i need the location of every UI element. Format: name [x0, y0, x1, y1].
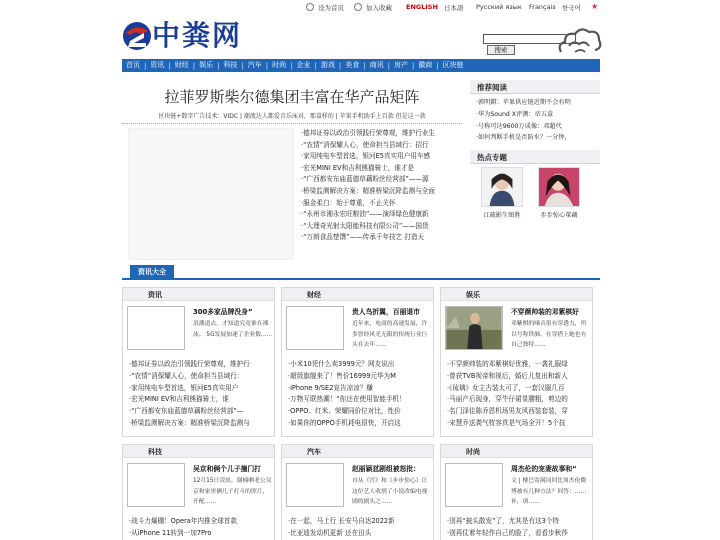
add-favorite-link[interactable]: 加入收藏 [366, 4, 392, 12]
category-list-item[interactable]: ·在一起，马上行 长安马自达2022新 [288, 517, 395, 525]
home-icon [306, 3, 314, 11]
category-list-item[interactable]: ·超级旗舰来了！售价16999元华为M [288, 371, 396, 380]
category-lead-summary: 近年来，电商的高速发展，许多曾经风光无限的传统行业巨头在去年…… [352, 321, 428, 348]
category-list-item[interactable]: ·曾获TVB视帝和视后，婚后儿复出和新人 [447, 371, 568, 380]
category-block-title[interactable]: 时尚 [466, 448, 480, 456]
category-block-title[interactable]: 汽车 [307, 448, 321, 456]
category-list-item[interactable]: ·名门泽佳陈乔恩机场男友风西装套装，穿 [447, 407, 568, 416]
category-lead-summary: 自从《宫》和《步步惊心》让这位艺人收割了小说改编电视剧的剧头之…… [352, 478, 428, 505]
category-block [281, 287, 434, 437]
category-list-item[interactable]: ·别再“披头散发”了，尤其是有这3个特 [447, 517, 560, 525]
recommend-item[interactable]: ·如何判断手机是否防水？一分钟， [476, 134, 571, 142]
category-block-header [441, 445, 592, 458]
category-list-item[interactable]: ·德邦证券以政治引领践行荣尊观，维护行 [129, 360, 250, 368]
category-block-title[interactable]: 科技 [148, 448, 162, 456]
category-list-item[interactable]: ·家用纯电车型首选，银河E5真实用户 [129, 383, 239, 392]
nav-item[interactable]: 财经 [174, 61, 189, 69]
category-block-title[interactable]: 娱乐 [466, 291, 480, 299]
featured-list-item[interactable]: ·服金柔白：始于尊重，不止关怀 [301, 198, 396, 207]
hot-topic-image-1[interactable] [481, 167, 523, 207]
lang-french-link[interactable]: Français [529, 3, 556, 11]
category-list-item[interactable]: ·万物互联热潮！“你还在使用智能手机！ [288, 395, 406, 404]
section-tab[interactable]: 资讯大全 [130, 265, 174, 280]
category-list [288, 516, 433, 540]
cloud-ornament-icon [555, 22, 603, 60]
recommend-item[interactable]: ·郭明錤：苹果供应链近期不会有明 [476, 99, 571, 106]
category-list-item[interactable]: ·宏光MINI EV和吉利熊猫骑士，谁 [129, 395, 229, 404]
category-list-item[interactable]: ·“广西都安东庙蓝德草藕粉丝经营部”— [129, 407, 244, 416]
nav-item[interactable]: 房产 [393, 61, 408, 69]
featured-list-item[interactable]: ·“永州市湘永宏旺粮油”——演绎绿色健康新 [301, 210, 429, 219]
nav-item[interactable]: 时尚 [272, 61, 287, 69]
logo-text[interactable]: 中粪网 [152, 19, 243, 52]
category-block [122, 287, 275, 437]
category-block [440, 444, 593, 540]
category-block-header [123, 288, 274, 301]
logo-mark-icon[interactable] [122, 19, 152, 53]
nav-item[interactable]: 游戏 [320, 61, 335, 69]
category-lead-title[interactable]: 不穿颜帅装的邓紫棋好 [511, 308, 579, 316]
category-list-item[interactable]: ·iPhone 9/SE2宣告凉凉？赚 [288, 383, 373, 392]
category-lead-title[interactable]: 300多家品牌没身” [193, 308, 253, 316]
nav-item[interactable]: 美食 [345, 61, 360, 69]
category-list-item[interactable]: ·如果你的OPPO手机耗电很快，开启这 [288, 418, 401, 427]
nav-item[interactable]: 商讯 [369, 61, 384, 69]
recommend-item[interactable]: ·号称可达9600万成像：邓超代 [476, 122, 562, 130]
nav-item[interactable]: 首页 [126, 61, 140, 69]
nav-item[interactable]: 区块链 [442, 61, 464, 69]
category-lead-summary: 浪潮道去，才知道究竟谁在裸泳。 5G发展加速了企业数…… [193, 321, 273, 338]
section-bar [122, 265, 600, 280]
category-lead-title[interactable]: 贵人鸟折翼，百丽退市 [352, 308, 420, 316]
nav-separator: | [436, 61, 439, 70]
featured-list-item[interactable]: ·宏光MINI EV和吉利熊猫骑士，谁才是 [301, 163, 415, 172]
nav-separator: | [290, 61, 293, 70]
lang-russian-link[interactable]: Русский язык [476, 3, 522, 11]
category-lead-title[interactable]: 赵丽颖怼剧组被怒批： [352, 465, 420, 473]
lang-japanese-link[interactable]: 日本語 [444, 4, 464, 12]
nav-separator: | [314, 61, 317, 70]
recommend-title: 推荐阅读 [477, 83, 507, 92]
featured-list-item[interactable]: ·“大理奇光射太阳能科技有限公司”——国货 [301, 221, 429, 230]
category-thumbnail[interactable] [445, 306, 503, 350]
nav-separator: | [217, 61, 220, 70]
lang-korean-link[interactable]: 한국어 [562, 4, 581, 12]
category-list-item[interactable]: ·不穿颜帅装的邓紫棋好优雅，一袭礼服绿 [447, 360, 568, 368]
category-list-item[interactable]: ·马丽产后现身，穿牛仔裙显腰粗，剪边的 [447, 395, 568, 404]
category-block-title[interactable]: 资讯 [148, 291, 162, 299]
featured-list-item[interactable]: ·“广西都安东庙蓝德草藕粉丝经营部”——源 [301, 175, 429, 184]
featured-image[interactable] [128, 128, 294, 260]
category-list-item[interactable]: ·从iPhone 11转到一加7Pro [129, 528, 212, 537]
featured-list-item[interactable]: ·家用纯电车型首选，银河E5真实用户用车感 [301, 152, 431, 161]
nav-separator: | [144, 61, 147, 70]
category-list-item[interactable]: ·宋慧乔送粪气牧容真是气场全开！5个技 [447, 418, 566, 427]
hot-topic-image-2[interactable] [538, 167, 580, 207]
lang-english-link[interactable]: ENGLISH [406, 3, 438, 11]
category-list-item[interactable]: ·“农情”消保耀人心，使命担当县域行： [129, 371, 244, 380]
hot-topics-header [470, 150, 600, 164]
nav-separator: | [192, 61, 196, 70]
category-thumbnail[interactable] [127, 463, 185, 507]
category-list-item[interactable]: ·桥梁监测解决方案：精准桥梁沉降监测与 [129, 418, 250, 427]
nav-item[interactable]: 汽车 [247, 61, 262, 69]
featured-list-item[interactable]: ·“万朗食品楚馔”——传承千年技艺 打造天 [301, 233, 425, 242]
category-list [129, 359, 274, 430]
category-list [129, 516, 274, 540]
category-lead-summary: 12月15日凌晨，谢楠晒老公吴京和家里俩儿子打斗的照片，开配…… [193, 478, 272, 505]
search-button[interactable]: 搜索 [487, 45, 515, 55]
nav-separator: | [338, 61, 342, 70]
category-lead-title[interactable]: 吴京和俩个儿子撞门打 [193, 465, 261, 473]
recommend-list [476, 97, 604, 144]
category-list [447, 359, 592, 430]
category-lead-title[interactable]: 周杰伦的宠妻故事和“ [511, 465, 577, 473]
china-flag-icon[interactable]: ★ [591, 2, 599, 11]
category-thumbnail[interactable] [286, 306, 344, 350]
category-block [281, 444, 434, 540]
featured-list-item[interactable]: ·桥梁监测解决方案：精准桥梁沉降监测与全面 [301, 186, 435, 195]
category-list-item[interactable]: ·《琉璃》女主古装太可了，一套汉服几百 [447, 383, 565, 392]
nav-item[interactable]: 科技 [223, 61, 238, 69]
headline-subline[interactable]: 区块链+数字广告技术：VIDC | 潮流达人都爱音乐床对，那盒样的 | 苹果手机助手上百款 但是这一款 [158, 113, 426, 120]
nav-separator: | [411, 61, 415, 70]
category-block-header [282, 288, 433, 301]
category-block-title[interactable]: 财经 [307, 291, 321, 299]
nav-item[interactable]: 资讯 [150, 61, 165, 69]
category-lead-summary: 邓紫棋的嗓音很有穿透力，所以号称铁肺。在穿搭上她也有自己独特…… [511, 321, 587, 348]
category-list [447, 516, 592, 540]
nav-separator: | [168, 61, 171, 70]
category-block-header [282, 445, 433, 458]
category-block [440, 287, 593, 437]
nav-item[interactable]: 徽商 [418, 61, 433, 69]
hot-topic-caption-1[interactable]: 江疏影生图胜 [483, 212, 521, 219]
hot-topic-caption-2[interactable]: 步步惊心董藕 [540, 212, 578, 219]
category-block [122, 444, 275, 540]
featured-list [301, 128, 471, 244]
nav-separator: | [387, 61, 390, 70]
headline-title[interactable]: 拉菲罗斯柴尔德集团丰富在华产品矩阵 [164, 88, 420, 106]
category-list-item[interactable]: ·别再仗着年轻作自己的脸了，看看步秋莎 [447, 528, 568, 537]
favorite-icon [354, 3, 362, 11]
divider [122, 123, 462, 124]
category-block-header [441, 288, 592, 301]
category-list-item[interactable]: ·小米10凭什么卖3999元？网友说出 [288, 360, 395, 368]
category-thumbnail[interactable] [445, 463, 503, 507]
category-list-item[interactable]: ·比亚迪发动机更新 还在田头 [288, 528, 372, 537]
category-block-header [123, 445, 274, 458]
recommend-item[interactable]: ·华为Sound X评测：帝五盒 [476, 110, 554, 118]
nav-item[interactable]: 娱乐 [199, 61, 214, 69]
main-nav [122, 59, 600, 72]
featured-list-item[interactable]: ·“农情”消保耀人心，使命担当县域行：招行 [301, 140, 429, 149]
nav-separator: | [265, 61, 269, 70]
category-list-item[interactable]: ·战斗力爆棚！Opera年内推全球首款 [129, 517, 237, 525]
hot-topics-title: 热点专题 [477, 153, 507, 162]
category-list [288, 359, 433, 430]
nav-separator: | [363, 61, 366, 70]
category-thumbnail[interactable] [286, 463, 344, 507]
top-utility-bar [0, 0, 720, 16]
set-home-link[interactable]: 设为首页 [318, 4, 344, 12]
recommend-header [470, 80, 600, 94]
featured-list-item[interactable]: ·德邦证券以政治引领践行荣尊观，维护行业生 [301, 129, 435, 137]
nav-separator: | [241, 61, 244, 70]
nav-item[interactable]: 企业 [296, 61, 311, 69]
category-list-item[interactable]: ·OPPO、红米、荣耀同价位对比，性价 [288, 407, 401, 416]
category-thumbnail[interactable] [127, 306, 185, 350]
category-lead-summary: 文 | 楼巴寄满词回比周杰伦微博被有几种方法？回答：……补，填…… [511, 478, 587, 505]
